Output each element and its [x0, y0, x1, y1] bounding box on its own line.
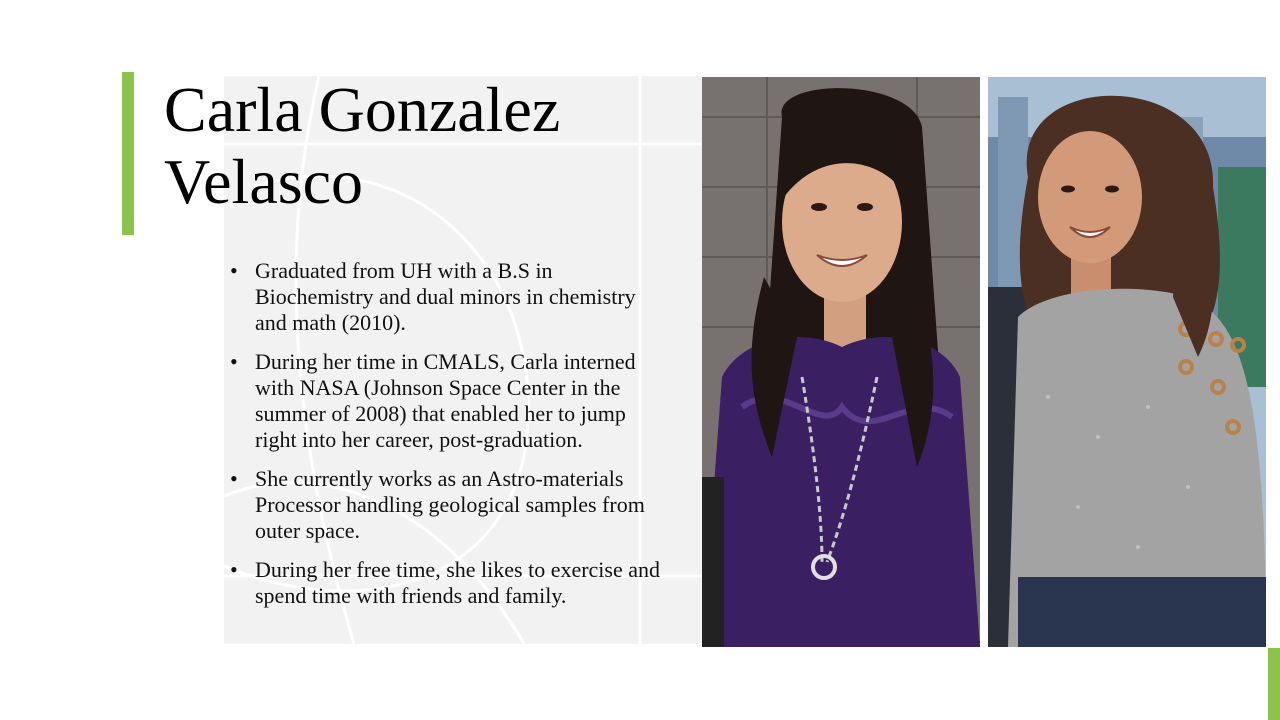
bullet-item — [230, 258, 670, 336]
title-line-1: Carla Gonzalez — [164, 74, 561, 145]
bullet-list — [230, 258, 670, 622]
bullet-item — [230, 557, 670, 609]
bullet-dot: • — [230, 557, 238, 582]
portrait-photo-2 — [988, 77, 1266, 647]
bullet-dot: • — [230, 258, 238, 283]
bullet-dot: • — [230, 466, 238, 491]
bullet-dot: • — [230, 349, 238, 374]
bullet-item — [230, 466, 670, 544]
title-line-2: Velasco — [164, 146, 364, 217]
slide-title — [164, 74, 684, 218]
accent-bar-left — [122, 72, 134, 235]
accent-bar-right — [1268, 648, 1280, 720]
bullet-text: She currently works as an Astro-materials Processor handling geological samples from outer space. — [255, 466, 645, 543]
portrait-photo-1 — [702, 77, 980, 647]
bullet-text: During her free time, she likes to exercise and spend time with friends and family. — [255, 557, 661, 608]
bullet-text: Graduated from UH with a B.S in Biochemistry and dual minors in chemistry and math (2010). — [255, 258, 636, 335]
bullet-text: During her time in CMALS, Carla interned with NASA (Johnson Space Center in the summer of 2008) that enabled her to jump right into her career, post-graduation. — [255, 349, 636, 452]
bullet-item — [230, 349, 670, 453]
